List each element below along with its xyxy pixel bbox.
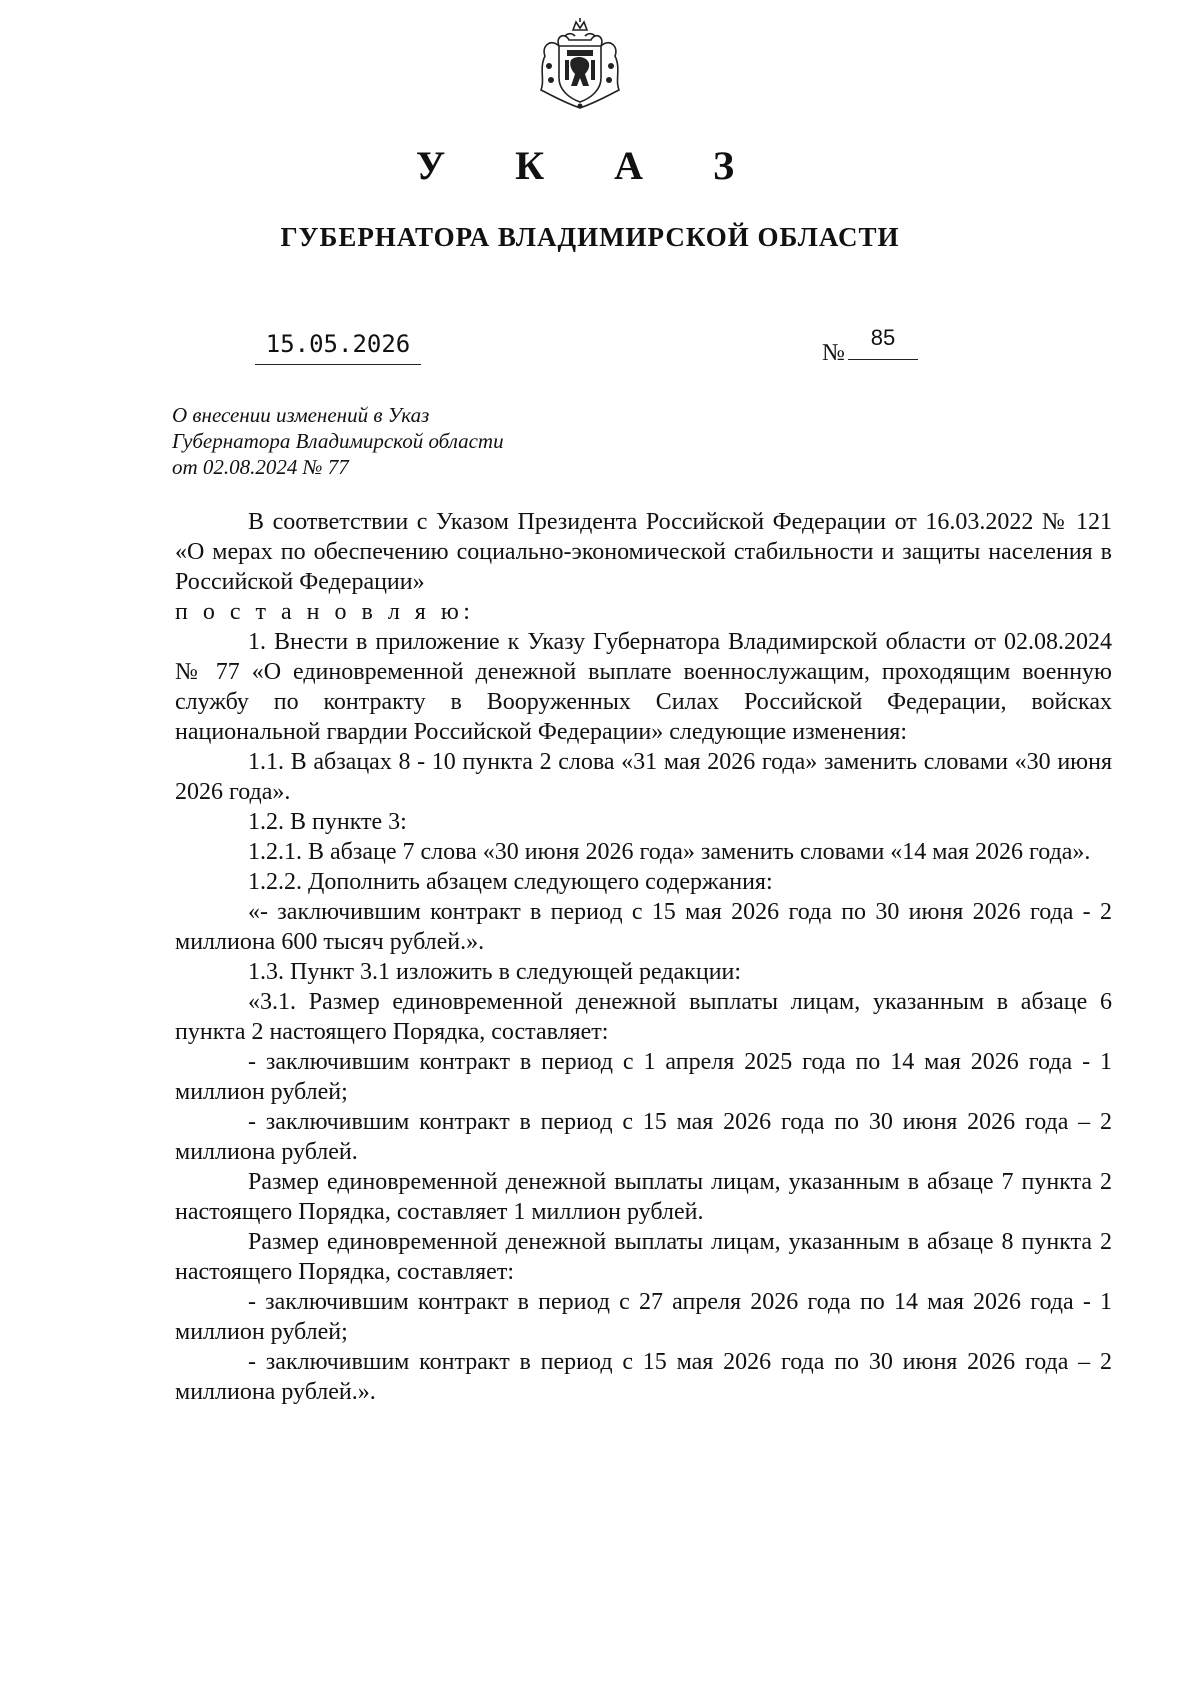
caption-line: Губернатора Владимирской области [172,429,504,453]
number-label: № [822,340,845,366]
document-body [175,507,1112,1407]
clause-3-1-intro: «3.1. Размер единовременной денежной выплаты лицам, указанным в абзаце 6 пункта 2 настоящего Порядка, составляет: [175,989,1112,1045]
clause-1: 1. Внести в приложение к Указу Губернатора Владимирской области от 02.08.2024 № 77 «О единовременной денежной выплате военнослужащим, проходящим военную службу по контракту в Вооруженных Силах Российской Федерации, войсках национальной гвардии Российской Федерации» следующие изменения: [175,629,1112,745]
clause-3-1-paragraph: Размер единовременной денежной выплаты лицам, указанным в абзаце 7 пункта 2 настоящего Порядка, составляет 1 миллион рублей. [175,1169,1112,1225]
clause-1-2-2-text: «- заключившим контракт в период с 15 мая 2026 года по 30 июня 2026 года - 2 миллиона 600 тысяч рублей.». [175,899,1112,955]
clause-1-2: 1.2. В пункте 3: [248,809,407,835]
caption-line: О внесении изменений в Указ [172,403,430,427]
clause-3-1-item: - заключившим контракт в период с 1 апреля 2025 года по 14 мая 2026 года - 1 миллион рублей; [175,1049,1112,1105]
preamble-paragraph: В соответствии с Указом Президента Российской Федерации от 16.03.2022 № 121 «О мерах по обеспечению социально-экономической стабильности и защиты населения в Российской Федерации» [175,509,1112,595]
clause-3-1-item: - заключившим контракт в период с 15 мая 2026 года по 30 июня 2026 года – 2 миллиона рублей.». [175,1349,1112,1405]
document-caption [172,402,592,480]
coat-of-arms-emblem [535,16,625,112]
clause-3-1-item: - заключившим контракт в период с 15 мая 2026 года по 30 июня 2026 года – 2 миллиона рублей. [175,1109,1112,1165]
clause-3-1-item: - заключившим контракт в период с 27 апреля 2026 года по 14 мая 2026 года - 1 миллион рублей; [175,1289,1112,1345]
document-subtitle: ГУБЕРНАТОРА ВЛАДИМИРСКОЙ ОБЛАСТИ [280,222,900,252]
document-date: 15.05.2026 [255,330,421,365]
document-title: У К А З [415,143,765,188]
caption-line: от 02.08.2024 № 77 [172,455,349,479]
clause-1-3: 1.3. Пункт 3.1 изложить в следующей редакции: [248,959,742,985]
clause-3-1-paragraph: Размер единовременной денежной выплаты лицам, указанным в абзаце 8 пункта 2 настоящего Порядка, составляет: [175,1229,1112,1285]
document-number: 85 [848,325,918,360]
resolution-word: п о с т а н о в л я ю: [175,599,475,625]
clause-1-1: 1.1. В абзацах 8 - 10 пункта 2 слова «31 мая 2026 года» заменить словами «30 июня 2026 года». [175,749,1112,805]
clause-1-2-2: 1.2.2. Дополнить абзацем следующего содержания: [248,869,773,895]
clause-1-2-1: 1.2.1. В абзаце 7 слова «30 июня 2026 года» заменить словами «14 мая 2026 года». [248,839,1091,865]
